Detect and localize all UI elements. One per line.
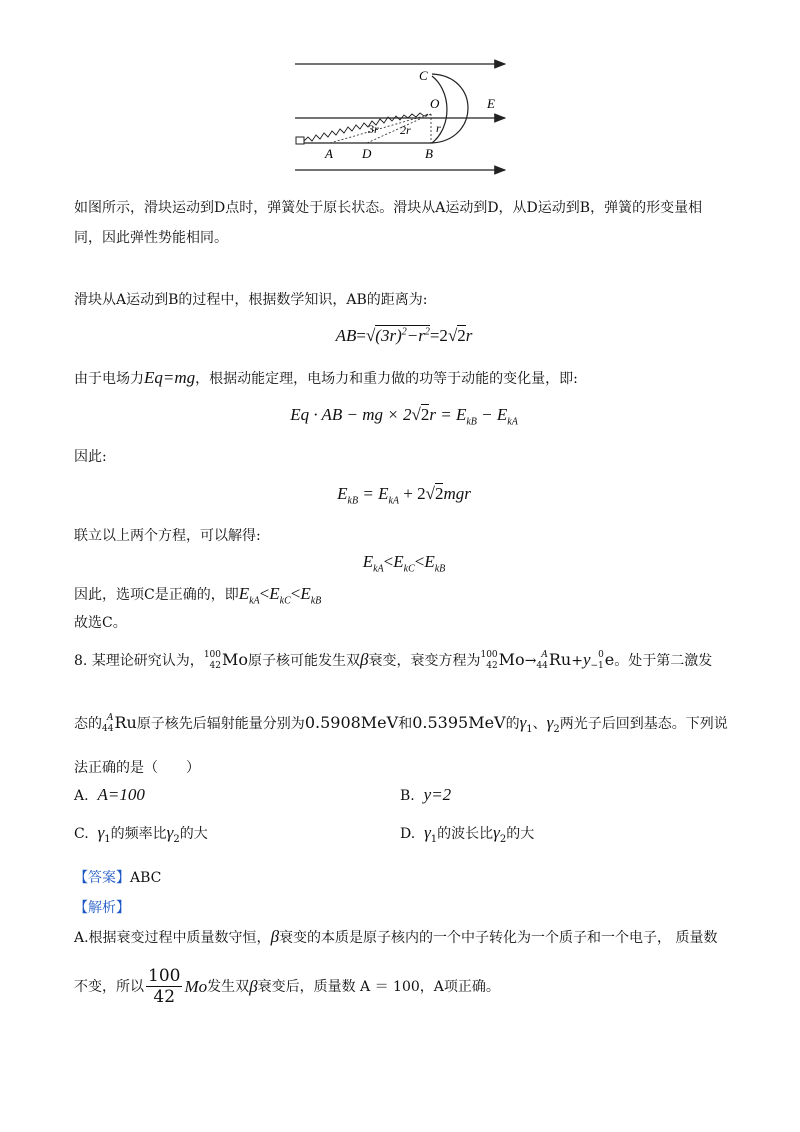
nuclide-mo-eq: 100 42 Mo: [480, 650, 525, 671]
label-O: O: [430, 96, 440, 111]
paragraph-choice-c: 因此，选项C是正确的，即$E_{kA}<E_{kC}<E_{kB}$: [74, 584, 322, 607]
option-b[interactable]: B. y=2: [400, 785, 452, 804]
option-a[interactable]: A. A=100: [74, 785, 145, 804]
question-8-line3: 法正确的是（ ）: [74, 760, 200, 776]
nuclide-ru: A 44 Ru: [536, 650, 572, 671]
nuclide-electron: 0 −1 e: [590, 650, 615, 671]
label-D: D: [362, 146, 372, 161]
question-8-line1: 8. 某理论研究认为， 100 42 Mo原子核可能发生双β衰变，衰变方程为 100 42 Mo→ A 44 Ru+y 0 −1 e。处于第二激发: [74, 645, 734, 676]
analysis-heading: 【解析】: [74, 900, 130, 916]
label-B: B: [425, 146, 433, 161]
fraction-100-42: 100 42: [148, 966, 181, 1007]
option-d[interactable]: D. $\gamma_1$的波长比$\gamma_2$的大: [400, 823, 535, 845]
slider-block: [296, 137, 304, 144]
label-3r: 3r: [368, 122, 379, 136]
paragraph-ab-distance: 滑块从A运动到B的过程中，根据数学知识，AB的距离为:: [74, 292, 428, 308]
paragraph-select-c: 故选C。: [74, 615, 127, 631]
label-r: r: [436, 121, 441, 135]
analysis-line2: 不变，所以 100 42 Mo 发生双 β 衰变后，质量数 A ＝ 100，A项正确。: [74, 966, 500, 1007]
nuclide-ru-excited: A 44 Ru: [102, 713, 137, 734]
label-E: E: [487, 96, 495, 111]
physics-figure: [0, 0, 800, 180]
label-2r: 2r: [400, 123, 411, 137]
paragraph-combine: 联立以上两个方程，可以解得:: [74, 528, 261, 544]
paragraph-line: 同，因此弹性势能相同。: [74, 230, 228, 246]
paragraph-springs: [74, 193, 734, 253]
paragraph-therefore: 因此:: [74, 449, 107, 465]
label-A: A: [325, 146, 333, 161]
label-C: C: [419, 68, 428, 83]
equation-inequality: $E_{kA}<E_{kC}<E_{kB}$: [362, 552, 446, 575]
option-c[interactable]: C. $\gamma_1$的频率比$\gamma_2$的大: [74, 823, 208, 845]
equation-ab: $AB=√(3r)^2-r^2=2√2r$: [335, 326, 473, 345]
equation-ekb: $E_{kB} = E_{kA} + 2√2mgr$: [337, 484, 471, 507]
paragraph-energy-theorem: 由于电场力Eq=mg，根据动能定理，电场力和重力做的功等于动能的变化量，即:: [74, 368, 578, 387]
question-8-line2: 态的 A 44 Ru原子核先后辐射能量分别为0.5908MeV和0.5395MeV的$\gamma_1$、$\gamma_2$两光子后回到基态。下列说: [74, 708, 734, 745]
analysis-line1: A.根据衰变过程中质量数守恒，β衰变的本质是原子核内的一个中子转化为一个质子和一个电子， 质量数: [74, 927, 718, 946]
nuclide-mo: 100 42 Mo: [203, 650, 249, 671]
answer-line: 【答案】ABC: [74, 870, 162, 886]
equation-work-energy: Eq · AB − mg × $2√2r = E_{kB} - E_{kA}$: [290, 405, 518, 428]
paragraph-line: 如图所示，滑块运动到D点时，弹簧处于原长状态。滑块从A运动到D，从D运动到B，弹簧的形变量相: [74, 200, 703, 216]
